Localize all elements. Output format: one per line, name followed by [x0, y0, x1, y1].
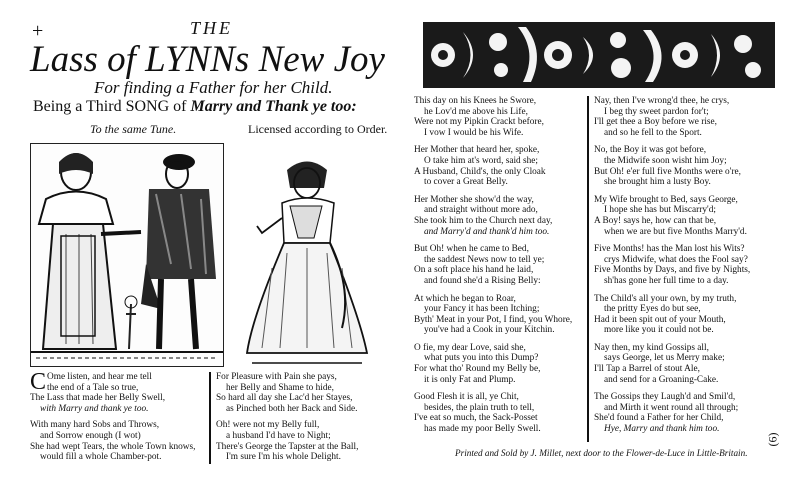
verse-line: the pritty Eyes do but see, — [604, 304, 701, 315]
verse-line: Her Mother she show'd the way, — [414, 194, 534, 205]
verse-line: I've eat so much, the Sack-Posset — [414, 413, 538, 424]
verse-line: Good Flesh it is all, ye Chit, — [414, 392, 519, 403]
title-the: THE — [190, 18, 234, 38]
verse-line: The Gossips they Laugh'd and Smil'd, — [594, 392, 736, 403]
verse-line: A Husband, Child's, the only Cloak — [414, 166, 546, 177]
verse-line: Oh! were not my Belly full, — [216, 420, 320, 431]
verse-line: and Mirth it went round all through; — [604, 402, 739, 413]
stanza — [414, 392, 584, 434]
verse-line: A Boy! says he, how can that be, — [594, 215, 717, 226]
woodcut-couple-image — [30, 143, 224, 367]
verse-line: But Oh! e'er full five Months were o're, — [594, 166, 741, 177]
stanza — [414, 294, 584, 336]
verse-line: I hope she has but Miscarry'd; — [604, 205, 716, 216]
stanza — [594, 96, 769, 138]
stanza — [30, 420, 210, 462]
verse-line: as Pinched both her Back and Side. — [226, 403, 358, 414]
verse-line: She had wept Tears, the whole Town knows, — [30, 441, 196, 452]
verse-line: Five Months by Days, and five by Nights, — [594, 265, 751, 276]
stanza — [594, 392, 769, 434]
verse-line: Byth' Meat in your Pot, I find, you Whore, — [414, 314, 573, 325]
stanza — [594, 343, 769, 385]
verse-line: sh'has gone her full time to a day. — [604, 275, 729, 286]
verse-line: For what tho' Round my Belly be, — [414, 364, 541, 375]
verse-line: and straight without more ado, — [424, 205, 538, 216]
verse-line: The Child's all your own, by my truth, — [594, 293, 737, 304]
verse-line: I'll get thee a Boy before we rise, — [594, 117, 718, 128]
verse-line: Hye, Marry and thank him too. — [604, 424, 720, 435]
verse-line: Nay, then I've wrong'd thee, he crys, — [594, 96, 730, 106]
floral-ornament-image — [423, 22, 775, 88]
licensed-note: Licensed according to Order. — [248, 122, 388, 136]
verse-line: and found she'd a Rising Belly: — [424, 275, 541, 286]
verse-line: and Sorrow enough (I wot) — [40, 430, 141, 441]
stanza — [414, 195, 584, 237]
stanza — [594, 195, 769, 237]
verse-line: She'd found a Father for her Child, — [594, 413, 724, 424]
verse-line: a husband I'd have to Night; — [226, 430, 331, 441]
stanza — [30, 369, 210, 414]
printer-imprint: Printed and Sold by J. Millet, next door to the Flower-de-Luce in Little-Britain. — [455, 448, 748, 458]
woodcut-lady-image — [242, 148, 372, 368]
verse-line: it is only Fat and Plump. — [424, 374, 516, 385]
middle-column — [414, 96, 584, 435]
verse-line: Nay then, my kind Gossips all, — [594, 342, 709, 353]
stanza — [594, 294, 769, 336]
stanza — [414, 244, 584, 286]
verse-line: Her Mother that heard her, spoke, — [414, 145, 540, 156]
third-song-bold: Marry and Thank ye too: — [190, 98, 357, 115]
drop-cap: C — [30, 369, 47, 395]
verse-line: But Oh! when he came to Bed, — [414, 244, 529, 255]
stanza — [216, 420, 396, 462]
verse-line: There's George the Tapster at the Ball, — [216, 441, 359, 452]
verse-line: the saddest News now to tell ye; — [424, 254, 545, 265]
verse-line: At which he began to Roar, — [414, 293, 516, 304]
tune-note: To the same Tune. — [90, 122, 177, 136]
verse-line: Five Months! has the Man lost his Wits? — [594, 244, 745, 255]
verse-line: your Fancy it has been Itching; — [424, 304, 540, 315]
verse-line: and send for a Groaning-Cake. — [604, 374, 719, 385]
verse-line: The Lass that made her Belly Swell, — [30, 393, 166, 404]
verse-line: you've had a Cook in your Kitchin. — [424, 325, 555, 336]
verse-line: besides, the plain truth to tell, — [424, 402, 535, 413]
third-song-prefix: Being a Third SONG of — [33, 98, 191, 115]
verse-line: when we are but five Months Marry'd. — [604, 226, 747, 237]
stanza — [414, 343, 584, 385]
column-divider — [209, 372, 211, 464]
verse-line: No, the Boy it was got before, — [594, 145, 707, 156]
page-number: (6) — [765, 432, 780, 447]
verse-line: Ome listen, and hear me tell — [47, 372, 152, 382]
verse-line: Had it been spit out of your Mouth, — [594, 314, 726, 325]
ballad-subtitle: For finding a Father for her Child. — [94, 78, 333, 97]
verse-line: I'm sure I'm his whole Delight. — [226, 452, 341, 463]
stanza — [414, 96, 584, 138]
verse-line: what puts you into this Dump? — [424, 353, 539, 364]
verse-line: to cover a Great Belly. — [424, 177, 508, 188]
verse-line: So hard all day she Lac'd her Stayes, — [216, 393, 353, 404]
corner-mark: + — [32, 20, 44, 42]
left-column-a — [30, 369, 210, 463]
verse-line: I beg thy sweet pardon for't; — [604, 106, 709, 117]
verse-line: For Pleasure with Pain she pays, — [216, 372, 337, 382]
verse-line: With many hard Sobs and Throws, — [30, 420, 160, 431]
right-column — [594, 96, 769, 435]
stanza — [414, 145, 584, 187]
verse-line: I vow I would be his Wife. — [424, 127, 524, 138]
verse-line: the end of a Tale so true, — [47, 382, 139, 393]
stanza — [594, 244, 769, 286]
ballad-title: Lass of LYNNs New Joy — [30, 39, 385, 80]
verse-line: says George, let us Merry make; — [604, 353, 725, 364]
verse-line: On a soft place his hand he laid, — [414, 265, 534, 276]
verse-line: with Marry and thank ye too. — [40, 403, 149, 414]
verse-line: O take him at's word, said she; — [424, 155, 538, 166]
third-song-line — [33, 98, 357, 116]
verse-line: she brought him a lusty Boy. — [604, 177, 711, 188]
verse-line: and Marry'd and thank'd him too. — [424, 226, 550, 237]
verse-line: the Midwife soon wisht him Joy; — [604, 155, 727, 166]
verse-line: has made my poor Belly Swell. — [424, 424, 541, 435]
verse-line: her Belly and Shame to hide, — [226, 382, 334, 393]
verse-line: crys Midwife, what does the Fool say? — [604, 254, 748, 265]
verse-line: would fill a whole Chamber-pot. — [40, 452, 162, 463]
verse-line: She took him to the Church next day, — [414, 215, 553, 226]
verse-line: O fie, my dear Love, said she, — [414, 342, 526, 353]
stanza — [594, 145, 769, 187]
stanza — [216, 372, 396, 414]
left-column-b — [216, 372, 396, 463]
verse-line: I'll Tap a Barrel of stout Ale, — [594, 364, 700, 375]
verse-line: Were not my Pipkin Crackt before, — [414, 117, 544, 128]
column-divider — [587, 96, 589, 442]
verse-line: This day on his Knees he Swore, — [414, 96, 537, 106]
verse-line: more like you it could not be. — [604, 325, 714, 336]
verse-line: he Lov'd me above his Life, — [424, 106, 528, 117]
verse-line: and so he fell to the Sport. — [604, 127, 702, 138]
verse-line: My Wife brought to Bed, says George, — [594, 194, 738, 205]
